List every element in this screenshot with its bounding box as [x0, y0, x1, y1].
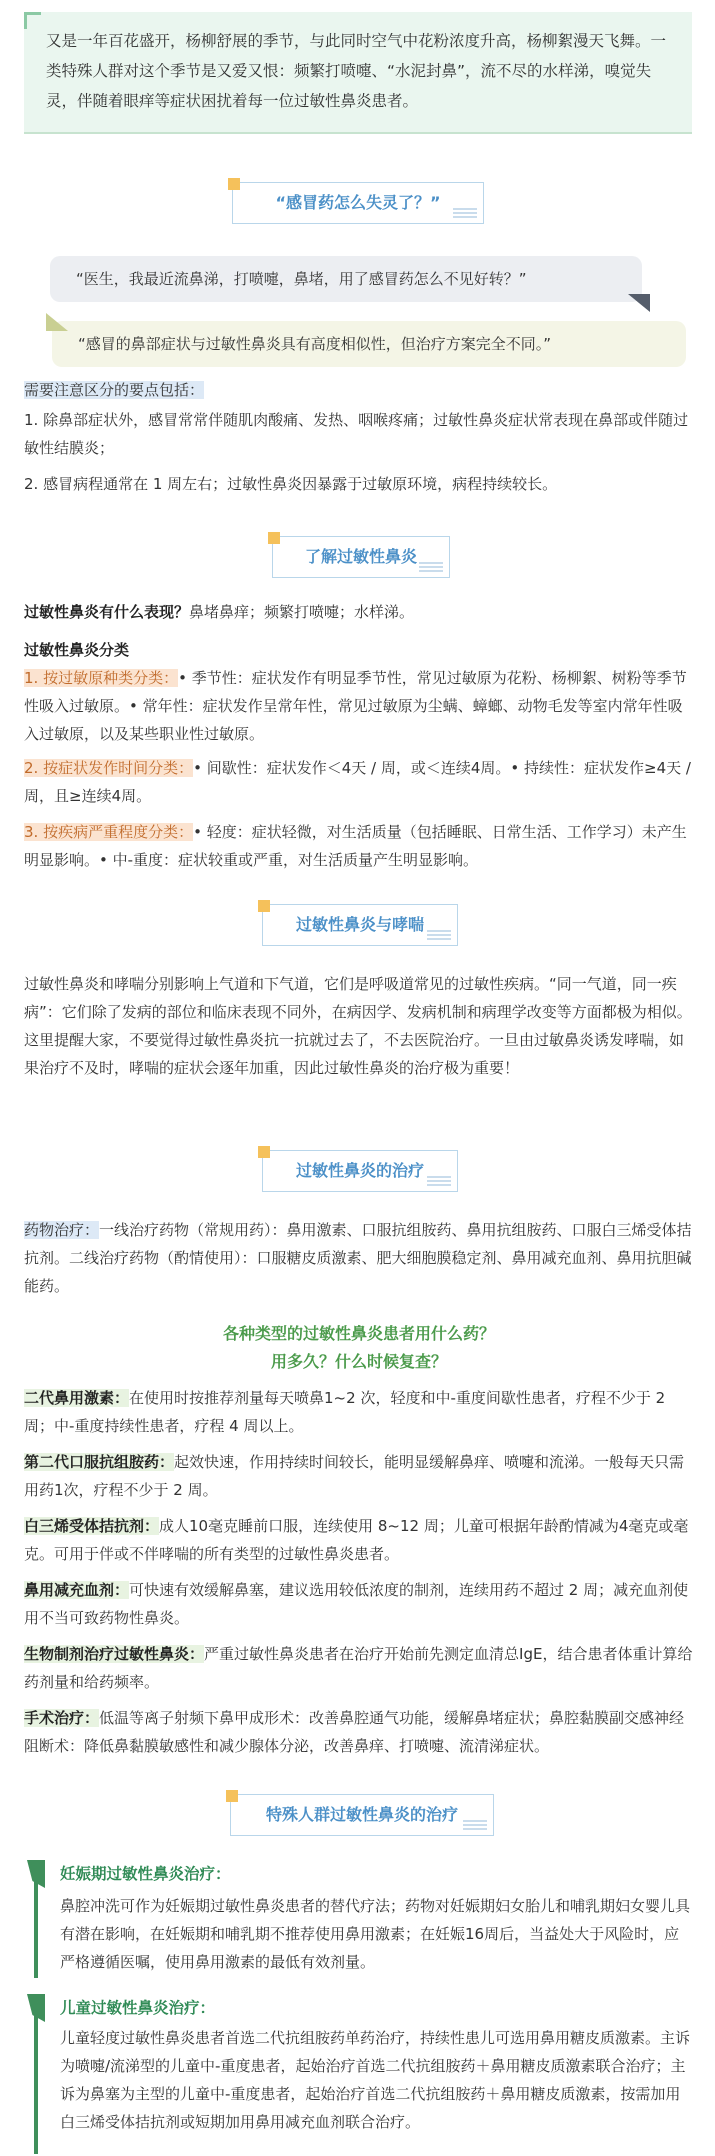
- section-title-text: 了解过敏性鼻炎: [304, 547, 417, 566]
- treatment-item: [24, 1512, 694, 1568]
- notes-heading: [24, 376, 694, 404]
- notes-point-2: 2. 感冒病程通常在 1 周左右；过敏性鼻炎因暴露于过敏原环境，病程持续较长。: [24, 475, 558, 493]
- pregnancy-title: 妊娠期过敏性鼻炎治疗：: [60, 1865, 231, 1883]
- classify-text-3: • 轻度：症状轻微，对生活质量（包括睡眠、日常生活、工作学习）未产生明显影响。• 中-重度：症状较重或严重，对生活质量产生明显影响。: [24, 823, 687, 869]
- intro-box: [24, 12, 692, 134]
- treatment-label: 手术治疗：: [24, 1709, 100, 1727]
- classify-label-3: 3. 按疾病严重程度分类：: [24, 823, 194, 841]
- treatment-item: [24, 1704, 694, 1760]
- section-title-cold: [232, 182, 484, 224]
- lines-decoration-icon: [453, 206, 477, 220]
- classify-text-1: • 季节性：症状发作有明显季节性，常见过敏原为花粉、杨柳絮、树粉等季节性吸入过敏原。• 常年性：症状发作呈常年性，常见过敏原为尘螨、蟑螂、动物毛发等室内常年性吸入过敏原，以及某些职业性过敏原。: [24, 669, 687, 743]
- classify-label-1: 1. 按过敏原种类分类：: [24, 669, 179, 687]
- accent-bar: [34, 1994, 38, 2154]
- children-title: 儿童过敏性鼻炎治疗：: [60, 1999, 216, 2017]
- treatment-item: [24, 1448, 694, 1504]
- treatment-label: 白三烯受体拮抗剂：: [24, 1517, 160, 1535]
- section-title-text: 特殊人群过敏性鼻炎的治疗: [265, 1805, 458, 1824]
- treatment-label: 第二代口服抗组胺药：: [24, 1453, 175, 1471]
- drug-treatment: [24, 1216, 694, 1300]
- treatment-text: 低温等离子射频下鼻甲成形术：改善鼻腔通气功能，缓解鼻堵症状；鼻腔黏膜副交感神经阻断术：降低鼻黏膜敏感性和减少腺体分泌，改善鼻痒、打喷嚏、流清涕症状。: [24, 1709, 685, 1755]
- section-title-asthma: [262, 904, 458, 946]
- asthma-paragraph: 过敏性鼻炎和哮喘分别影响上气道和下气道，它们是呼吸道常见的过敏性疾病。“同一气道，同一疾病”：它们除了发病的部位和临床表现不同外，在病因学、发病机制和病理学改变等方面都极为相似。这里提醒大家，不要觉得过敏性鼻炎抗一抗就过去了，不去医院治疗。一旦由过敏鼻炎诱发哮喘，如果治疗不及时，哮喘的症状会逐年加重，因此过敏性鼻炎的治疗极为重要！: [24, 975, 692, 1077]
- treatment-text: 成人10毫克睡前口服，连续使用 8~12 周；儿童可根据年龄酌情减为4毫克或毫克。可用于伴或不伴哮喘的所有类型的过敏性鼻炎患者。: [24, 1517, 689, 1563]
- corner-decoration: [258, 1146, 270, 1158]
- pregnancy-text: 鼻腔冲洗可作为妊娠期过敏性鼻炎患者的替代疗法；药物对妊娠期妇女胎儿和哺乳期妇女婴儿具有潜在影响，在妊娠期和哺乳期不推荐使用鼻用激素；在妊娠16周后，当益处大于风险时，应严格遵循医嘱，使用鼻用激素的最低有效剂量。: [60, 1897, 691, 1971]
- lines-decoration-icon: [427, 1174, 451, 1188]
- treatment-text: 在使用时按推荐剂量每天喷鼻1~2 次，轻度和中-重度间歇性患者，疗程不少于 2 周；中-重度持续性患者，疗程 4 周以上。: [24, 1389, 666, 1435]
- classify-item-3: [24, 818, 694, 874]
- treatment-text: 可快速有效缓解鼻塞，建议选用较低浓度的制剂，连续用药不超过 2 周；减充血剂使用不当可致药物性鼻炎。: [24, 1581, 689, 1627]
- classify-item-1: [24, 664, 694, 748]
- treatment-item: [24, 1576, 694, 1632]
- treatment-text: 起效快速，作用持续时间较长，能明显缓解鼻痒、喷嚏和流涕。一般每天只需用药1次，疗程不少于 2 周。: [24, 1453, 685, 1499]
- classify-label-2: 2. 按症状发作时间分类：: [24, 759, 194, 777]
- section-title-special: [230, 1794, 494, 1836]
- section-title-text: 过敏性鼻炎的治疗: [295, 1161, 424, 1180]
- drug-treatment-text: 一线治疗药物（常规用药）：鼻用激素、口服抗组胺药、鼻用抗组胺药、口服白三烯受体拮抗剂。二线治疗药物（酌情使用）：口服糖皮质激素、肥大细胞膜稳定剂、鼻用减充血剂、鼻用抗胆碱能药。: [24, 1221, 692, 1295]
- notes-point-1: 1. 除鼻部症状外，感冒常常伴随肌肉酸痛、发热、咽喉疼痛；过敏性鼻炎症状常表现在鼻部或伴随过敏性结膜炎；: [24, 411, 689, 457]
- question-line-1: 各种类型的过敏性鼻炎患者用什么药？: [222, 1324, 495, 1343]
- children-text: 儿童轻度过敏性鼻炎患者首选二代抗组胺药单药治疗，持续性患儿可选用鼻用糖皮质激素。主诉为喷嚏/流涕型的儿童中-重度患者，起始治疗首选二代抗组胺药＋鼻用糖皮质激素联合治疗；主诉为鼻塞为主型的儿童中-重度患者，起始治疗首选二代抗组胺药＋鼻用糖皮质激素，按需加用白三烯受体拮抗剂或短期加用鼻用减充血剂联合治疗。: [60, 2029, 691, 2131]
- children-block: [34, 1994, 694, 2154]
- classify-text-2: • 间歇性：症状发作＜4天 / 周，或＜连续4周。• 持续性：症状发作≥4天 / 周，且≥连续4周。: [24, 759, 691, 805]
- treatment-label: 生物制剂治疗过敏性鼻炎：: [24, 1645, 205, 1663]
- section-title-understand: [272, 536, 450, 578]
- symptoms-text: 鼻堵鼻痒；频繁打喷嚏；水样涕。: [189, 603, 415, 621]
- intro-text: 又是一年百花盛开，杨柳舒展的季节，与此同时空气中花粉浓度升高，杨柳絮漫天飞舞。一类特殊人群对这个季节是又爱又恨：频繁打喷嚏、“水泥封鼻”，流不尽的水样涕，嗅觉失灵，伴随着眼痒等症状困扰着每一位过敏性鼻炎患者。: [46, 32, 667, 110]
- lines-decoration-icon: [463, 1818, 487, 1832]
- drug-treatment-label: 药物治疗：: [24, 1221, 100, 1239]
- corner-decoration: [268, 532, 280, 544]
- corner-decoration: [228, 178, 240, 190]
- section-title-treatment: [262, 1150, 458, 1192]
- notes-heading-text: 需要注意区分的要点包括：: [24, 381, 205, 399]
- symptoms-label: 过敏性鼻炎有什么表现？: [24, 603, 190, 621]
- corner-decoration: [258, 900, 270, 912]
- classify-heading: 过敏性鼻炎分类: [24, 641, 130, 659]
- section-title-text: 过敏性鼻炎与哮喘: [295, 915, 424, 934]
- pregnancy-block: [34, 1860, 694, 1978]
- bubble-tail: [46, 313, 68, 331]
- treatment-label: 二代鼻用激素：: [24, 1389, 130, 1407]
- corner-decoration: [226, 1790, 238, 1802]
- treatment-label: 鼻用减充血剂：: [24, 1581, 130, 1599]
- classify-item-2: [24, 754, 694, 810]
- doctor-quote: “感冒的鼻部症状与过敏性鼻炎具有高度相似性，但治疗方案完全不同。”: [78, 335, 552, 353]
- patient-quote: “医生，我最近流鼻涕，打喷嚏，鼻堵，用了感冒药怎么不见好转？”: [76, 270, 527, 288]
- symptoms-line: [24, 598, 694, 626]
- treatment-item: [24, 1640, 694, 1696]
- bubble-tail: [628, 294, 650, 312]
- question-line-2: 用多久？什么时候复查？: [270, 1352, 447, 1371]
- section-title-text: “感冒药怎么失灵了？”: [275, 193, 441, 212]
- doctor-speech-bubble: [52, 321, 686, 367]
- treatment-text: 严重过敏性鼻炎患者在治疗开始前先测定血清总IgE，结合患者体重计算给药剂量和给药频率。: [24, 1645, 693, 1691]
- lines-decoration-icon: [427, 928, 451, 942]
- treatment-item: [24, 1384, 694, 1440]
- lines-decoration-icon: [419, 560, 443, 574]
- patient-speech-bubble: [50, 256, 642, 302]
